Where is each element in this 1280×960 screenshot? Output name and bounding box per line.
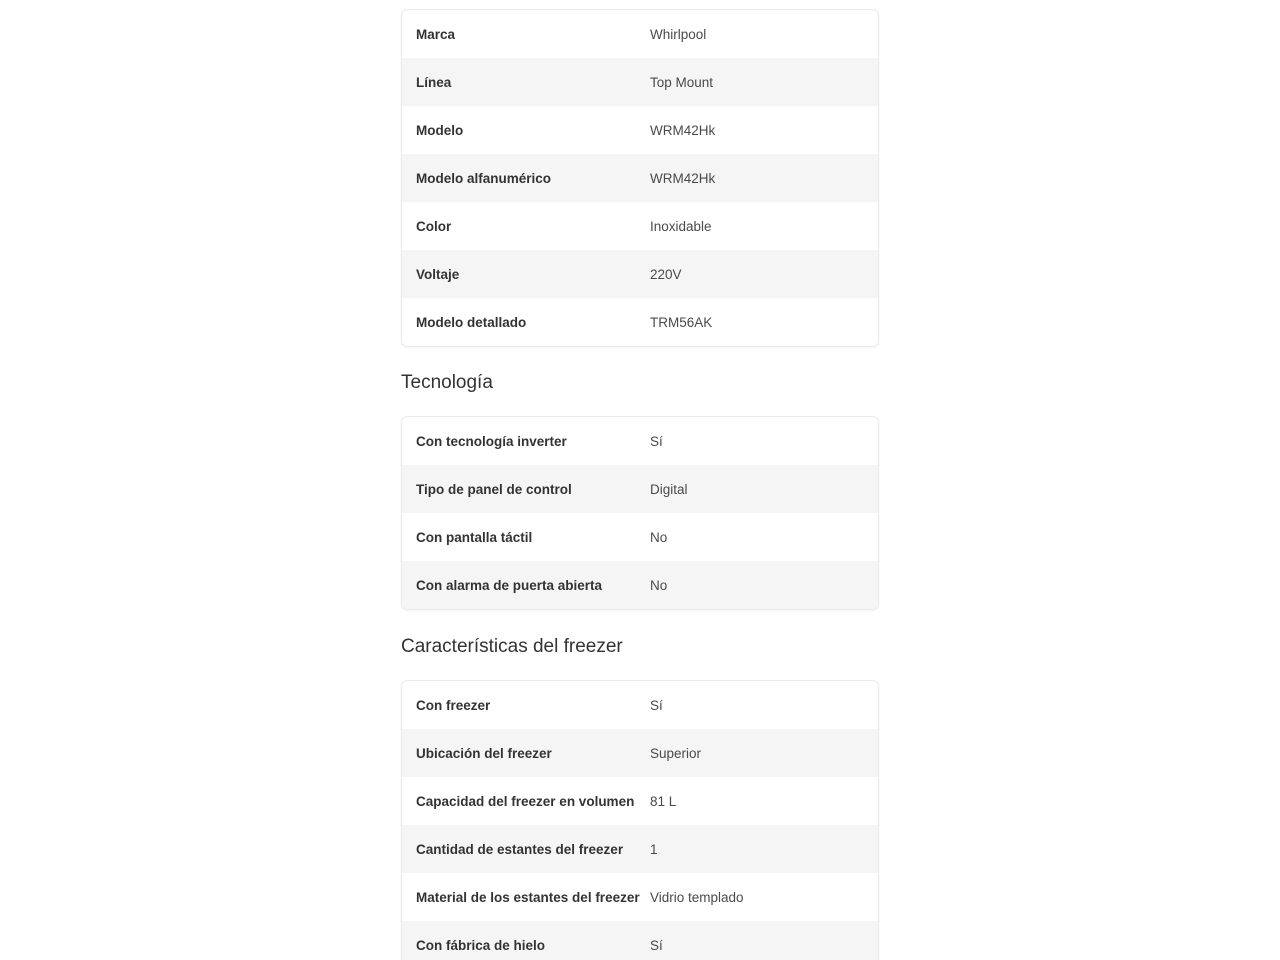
spec-row-color	[402, 202, 878, 250]
spec-value: Sí	[650, 937, 663, 953]
spec-value: TRM56AK	[650, 314, 713, 330]
spec-row-linea	[402, 58, 878, 106]
spec-key: Modelo	[416, 122, 464, 138]
spec-key: Línea	[416, 74, 452, 90]
spec-row-alarma-puerta	[402, 561, 878, 609]
spec-value: Superior	[650, 745, 702, 761]
spec-value: Top Mount	[650, 74, 714, 90]
spec-key: Color	[416, 218, 452, 234]
general-specs-table	[401, 9, 879, 347]
section-title-tecnologia: Tecnología	[401, 372, 493, 393]
spec-value: Sí	[650, 433, 663, 449]
spec-row-modelo-detallado	[402, 298, 878, 346]
spec-key: Marca	[416, 26, 456, 42]
spec-key: Modelo alfanumérico	[416, 170, 552, 186]
spec-value: No	[650, 529, 668, 545]
spec-row-capacidad-freezer	[402, 777, 878, 825]
spec-value: Digital	[650, 481, 688, 497]
spec-value: 1	[650, 841, 658, 857]
spec-row-fabrica-hielo	[402, 921, 878, 960]
spec-value: No	[650, 577, 668, 593]
spec-row-pantalla-tactil	[402, 513, 878, 561]
spec-row-estantes-freezer	[402, 825, 878, 873]
spec-value: 81 L	[650, 793, 677, 809]
tecnologia-specs-table	[401, 416, 879, 610]
spec-value: 220V	[650, 266, 682, 282]
spec-row-panel-control	[402, 465, 878, 513]
spec-key: Ubicación del freezer	[416, 745, 552, 761]
spec-value: Sí	[650, 697, 663, 713]
spec-key: Con freezer	[416, 697, 491, 713]
spec-row-marca	[402, 10, 878, 58]
freezer-specs-table	[401, 680, 879, 960]
spec-value: WRM42Hk	[650, 170, 716, 186]
spec-row-ubicacion-freezer	[402, 729, 878, 777]
spec-value: Inoxidable	[650, 218, 712, 234]
spec-row-inverter	[402, 417, 878, 465]
spec-value: WRM42Hk	[650, 122, 716, 138]
spec-key: Con alarma de puerta abierta	[416, 577, 603, 593]
spec-row-con-freezer	[402, 681, 878, 729]
spec-row-modelo	[402, 106, 878, 154]
spec-key: Con tecnología inverter	[416, 433, 567, 449]
spec-key: Con pantalla táctil	[416, 529, 533, 545]
spec-row-modelo-alfanumerico	[402, 154, 878, 202]
section-title-freezer: Características del freezer	[401, 636, 623, 657]
spec-value: Vidrio templado	[650, 889, 744, 905]
spec-row-voltaje	[402, 250, 878, 298]
spec-key: Capacidad del freezer en volumen	[416, 793, 635, 809]
spec-key: Con fábrica de hielo	[416, 937, 546, 953]
spec-key: Cantidad de estantes del freezer	[416, 841, 624, 857]
spec-key: Modelo detallado	[416, 314, 527, 330]
spec-key: Voltaje	[416, 266, 460, 282]
spec-row-material-estantes	[402, 873, 878, 921]
spec-value: Whirlpool	[650, 26, 707, 42]
spec-key: Tipo de panel de control	[416, 481, 572, 497]
spec-key: Material de los estantes del freezer	[416, 889, 640, 905]
